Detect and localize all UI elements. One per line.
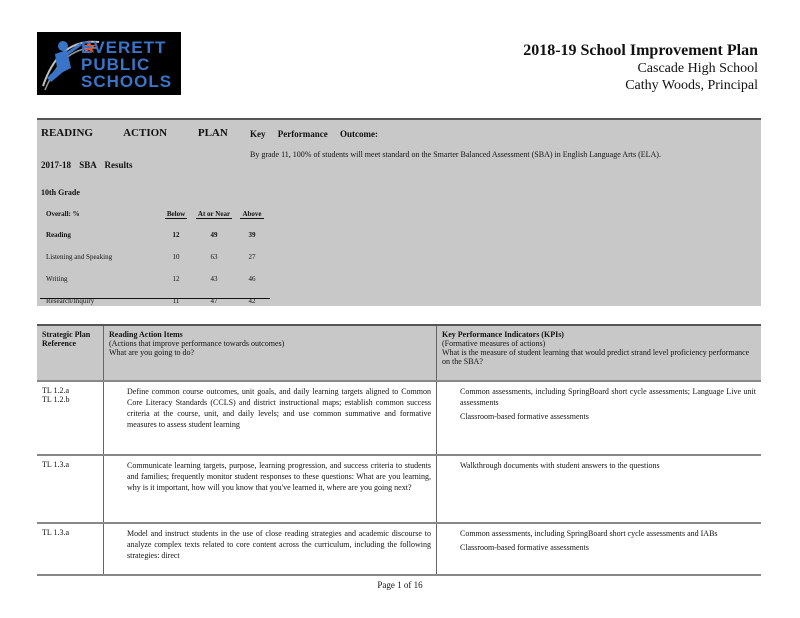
- bullet-icon: [442, 411, 460, 422]
- kpi-cell: Walkthrough documents with student answers to the questions: [437, 455, 762, 523]
- kpi-cell: Common assessments, including SpringBoard short cycle assessments; Language Live unit assessments Classroom-based formative assessments: [437, 381, 762, 455]
- bullet-icon: [109, 528, 127, 561]
- school-name: Cascade High School: [637, 61, 758, 76]
- table-row: [37, 523, 761, 575]
- plan-ref: TL 1.3.a: [37, 455, 104, 523]
- logo-line-2: PUBLIC: [81, 55, 151, 74]
- plan-ref: TL 1.3.a: [37, 523, 104, 575]
- table-row: [37, 381, 761, 455]
- kpo-label: Key Performance Outcome:: [250, 129, 378, 139]
- bullet-icon: [442, 542, 460, 553]
- bullet-icon: [109, 386, 127, 430]
- action-cell: Communicate learning targets, purpose, learning progression, and success criteria to students and families; frequently monitor student responses to these questions: What are you learning, why is it important, how will you know that you've learned it, where are you going next?: [104, 455, 437, 523]
- header-strategic-plan: Strategic Plan Reference: [37, 325, 104, 381]
- table-row: Reading 12 49 39: [46, 231, 256, 239]
- bullet-icon: [109, 460, 127, 493]
- grade-label: 10th Grade: [41, 188, 80, 197]
- table-row: Writing 12 43 46: [46, 275, 256, 283]
- header-action-items: Reading Action Items (Actions that improve performance towards outcomes) What are you going to do?: [104, 325, 437, 381]
- bullet-icon: [442, 528, 460, 539]
- divider: [40, 298, 270, 299]
- sba-results-table: [46, 204, 271, 312]
- logo-line-3: SCHOOLS: [81, 72, 173, 91]
- logo-line-1: EVERETT: [81, 38, 167, 57]
- principal-name: Cathy Woods, Principal: [625, 78, 758, 93]
- col-near: At or Near: [197, 210, 231, 218]
- col-below: Below: [166, 210, 186, 218]
- table-row: Research/Inquiry 11 47 42: [46, 297, 256, 305]
- table-row: [37, 455, 761, 523]
- col-above: Above: [242, 210, 262, 218]
- plan-title: 2018-19 School Improvement Plan: [523, 42, 758, 59]
- col-overall: Overall: %: [46, 210, 80, 218]
- outcome-text: By grade 11, 100% of students will meet standard on the Smarter Balanced Assessment (SBA) in English Language Arts (ELA).: [250, 150, 661, 159]
- bullet-icon: [442, 386, 460, 408]
- table-row: Listening and Speaking 10 63 27: [46, 253, 256, 261]
- results-label: 2017-18 SBA Results: [41, 160, 133, 170]
- page-number: Page 1 of 16: [377, 580, 423, 590]
- table-header-row: [37, 325, 761, 381]
- reading-plan-title: READING ACTION PLAN: [41, 127, 228, 139]
- district-logo: [37, 32, 181, 95]
- action-items-table: [37, 324, 761, 576]
- action-cell: Define common course outcomes, unit goals, and daily learning targets aligned to Common Core Literacy Standards (CCLS) and district instructional maps; establish common success criteria at the course, unit, and daily levels; and use common summative and formative measures to assess student learning: [104, 381, 437, 455]
- action-cell: Model and instruct students in the use of close reading strategies and academic discourse to analyze complex texts related to core content across the curriculum, including the following strategies: direct: [104, 523, 437, 575]
- plan-ref: TL 1.2.a TL 1.2.b: [37, 381, 104, 455]
- header-kpis: Key Performance Indicators (KPIs) (Formative measures of actions) What is the measure of student learning that would predict strand level proficiency performance on the SBA?: [437, 325, 762, 381]
- kpi-cell: Common assessments, including SpringBoard short cycle assessments and IABs Classroom-based formative assessments: [437, 523, 762, 575]
- bullet-icon: [442, 460, 460, 471]
